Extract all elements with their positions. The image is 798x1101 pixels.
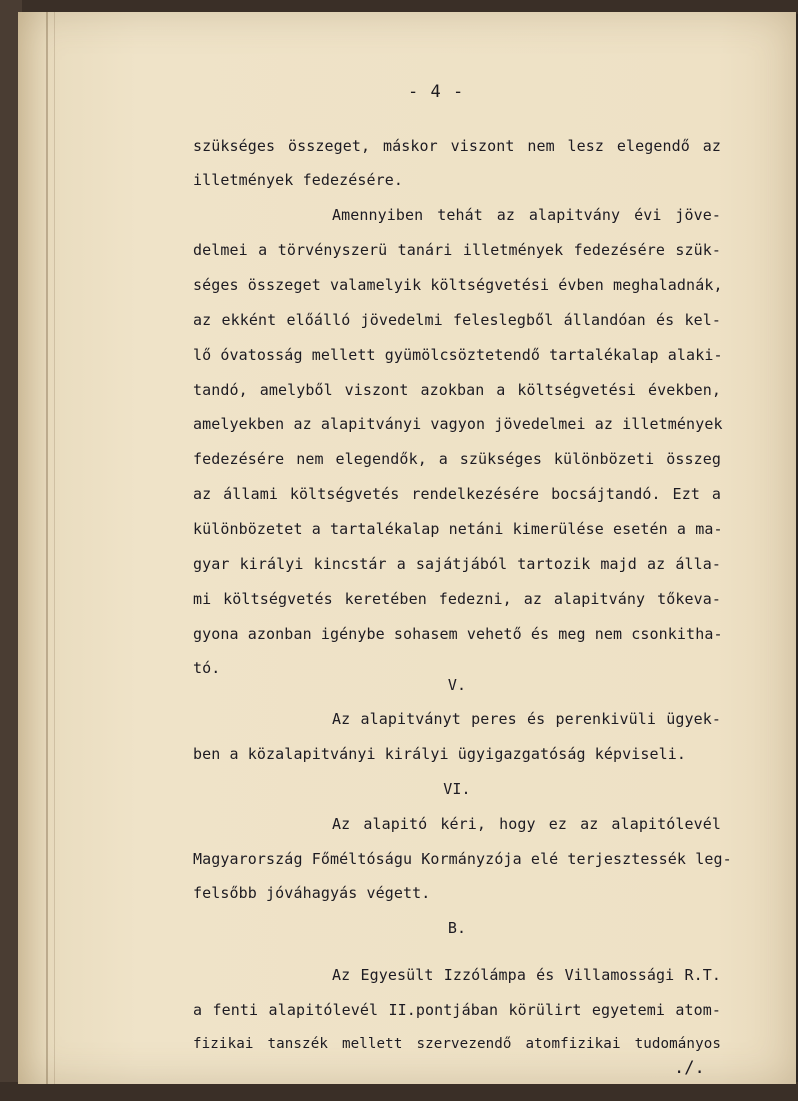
document-page [18, 12, 796, 1084]
scan-edge-bottom [0, 1082, 798, 1101]
text-line: mi költségvetés keretében fedezni, az alapitvány tőkeva- [193, 590, 721, 608]
text-line: különbözetet a tartalékalap netáni kimerülése esetén a ma- [193, 520, 723, 538]
text-line: illetmények fedezésére. [193, 171, 404, 189]
text-line: Amennyiben tehát az alapitvány évi jöve- [332, 206, 721, 224]
text-line: az állami költségvetés rendelkezésére bocsájtandó. Ezt a [193, 485, 721, 503]
text-line: gyona azonban igénybe sohasem vehető és meg nem csonkitha- [193, 625, 723, 643]
text-line: amelyekben az alapitványi vagyon jövedelmei az illetmények [193, 415, 723, 433]
section-heading: VI. [443, 780, 471, 798]
text-line: tandó, amelyből viszont azokban a költségvetési években, [193, 381, 721, 399]
text-line: fizikai tanszék mellett szervezendő atomfizikai tudományos [193, 1036, 721, 1052]
text-line: fedezésére nem elegendők, a szükséges különbözeti összeg [193, 450, 721, 468]
section-heading: V. [447, 676, 467, 694]
text-line: felsőbb jóváhagyás végett. [193, 884, 431, 902]
text-line: tó. [193, 659, 221, 677]
page-fold-shadow [46, 12, 48, 1084]
text-line: séges összeget valamelyik költségvetési évben meghaladnák, [193, 276, 723, 294]
text-line: gyar királyi kincstár a sajátjából tartozik majd az álla- [193, 555, 721, 573]
text-line: lő óvatosság mellett gyümölcsöztetendő tartalékalap alaki- [193, 346, 723, 364]
text-line: Az alapitványt peres és perenkivüli ügyek- [332, 710, 721, 728]
section-heading: B. [447, 919, 467, 937]
text-line: a fenti alapitólevél II.pontjában körülirt egyetemi atom- [193, 1001, 721, 1019]
text-line: delmei a törvényszerü tanári illetmények fedezésére szük- [193, 241, 721, 259]
text-line: Magyarország Főméltóságu Kormányzója elé terjesztessék leg- [193, 850, 732, 868]
text-line: Az alapitó kéri, hogy ez az alapitólevél [332, 815, 721, 833]
text-line: szükséges összeget, máskor viszont nem lesz elegendő az [193, 137, 721, 155]
text-line: Az Egyesült Izzólámpa és Villamossági R.T. [332, 966, 721, 984]
continuation-mark: ./. [674, 1058, 705, 1078]
text-line: ben a közalapitványi királyi ügyigazgatóság képviseli. [193, 745, 687, 763]
text-line: az ekként előálló jövedelmi feleslegből állandóan és kel- [193, 311, 721, 329]
page-fold-line [54, 12, 55, 1084]
page-number: - 4 - [408, 82, 465, 102]
